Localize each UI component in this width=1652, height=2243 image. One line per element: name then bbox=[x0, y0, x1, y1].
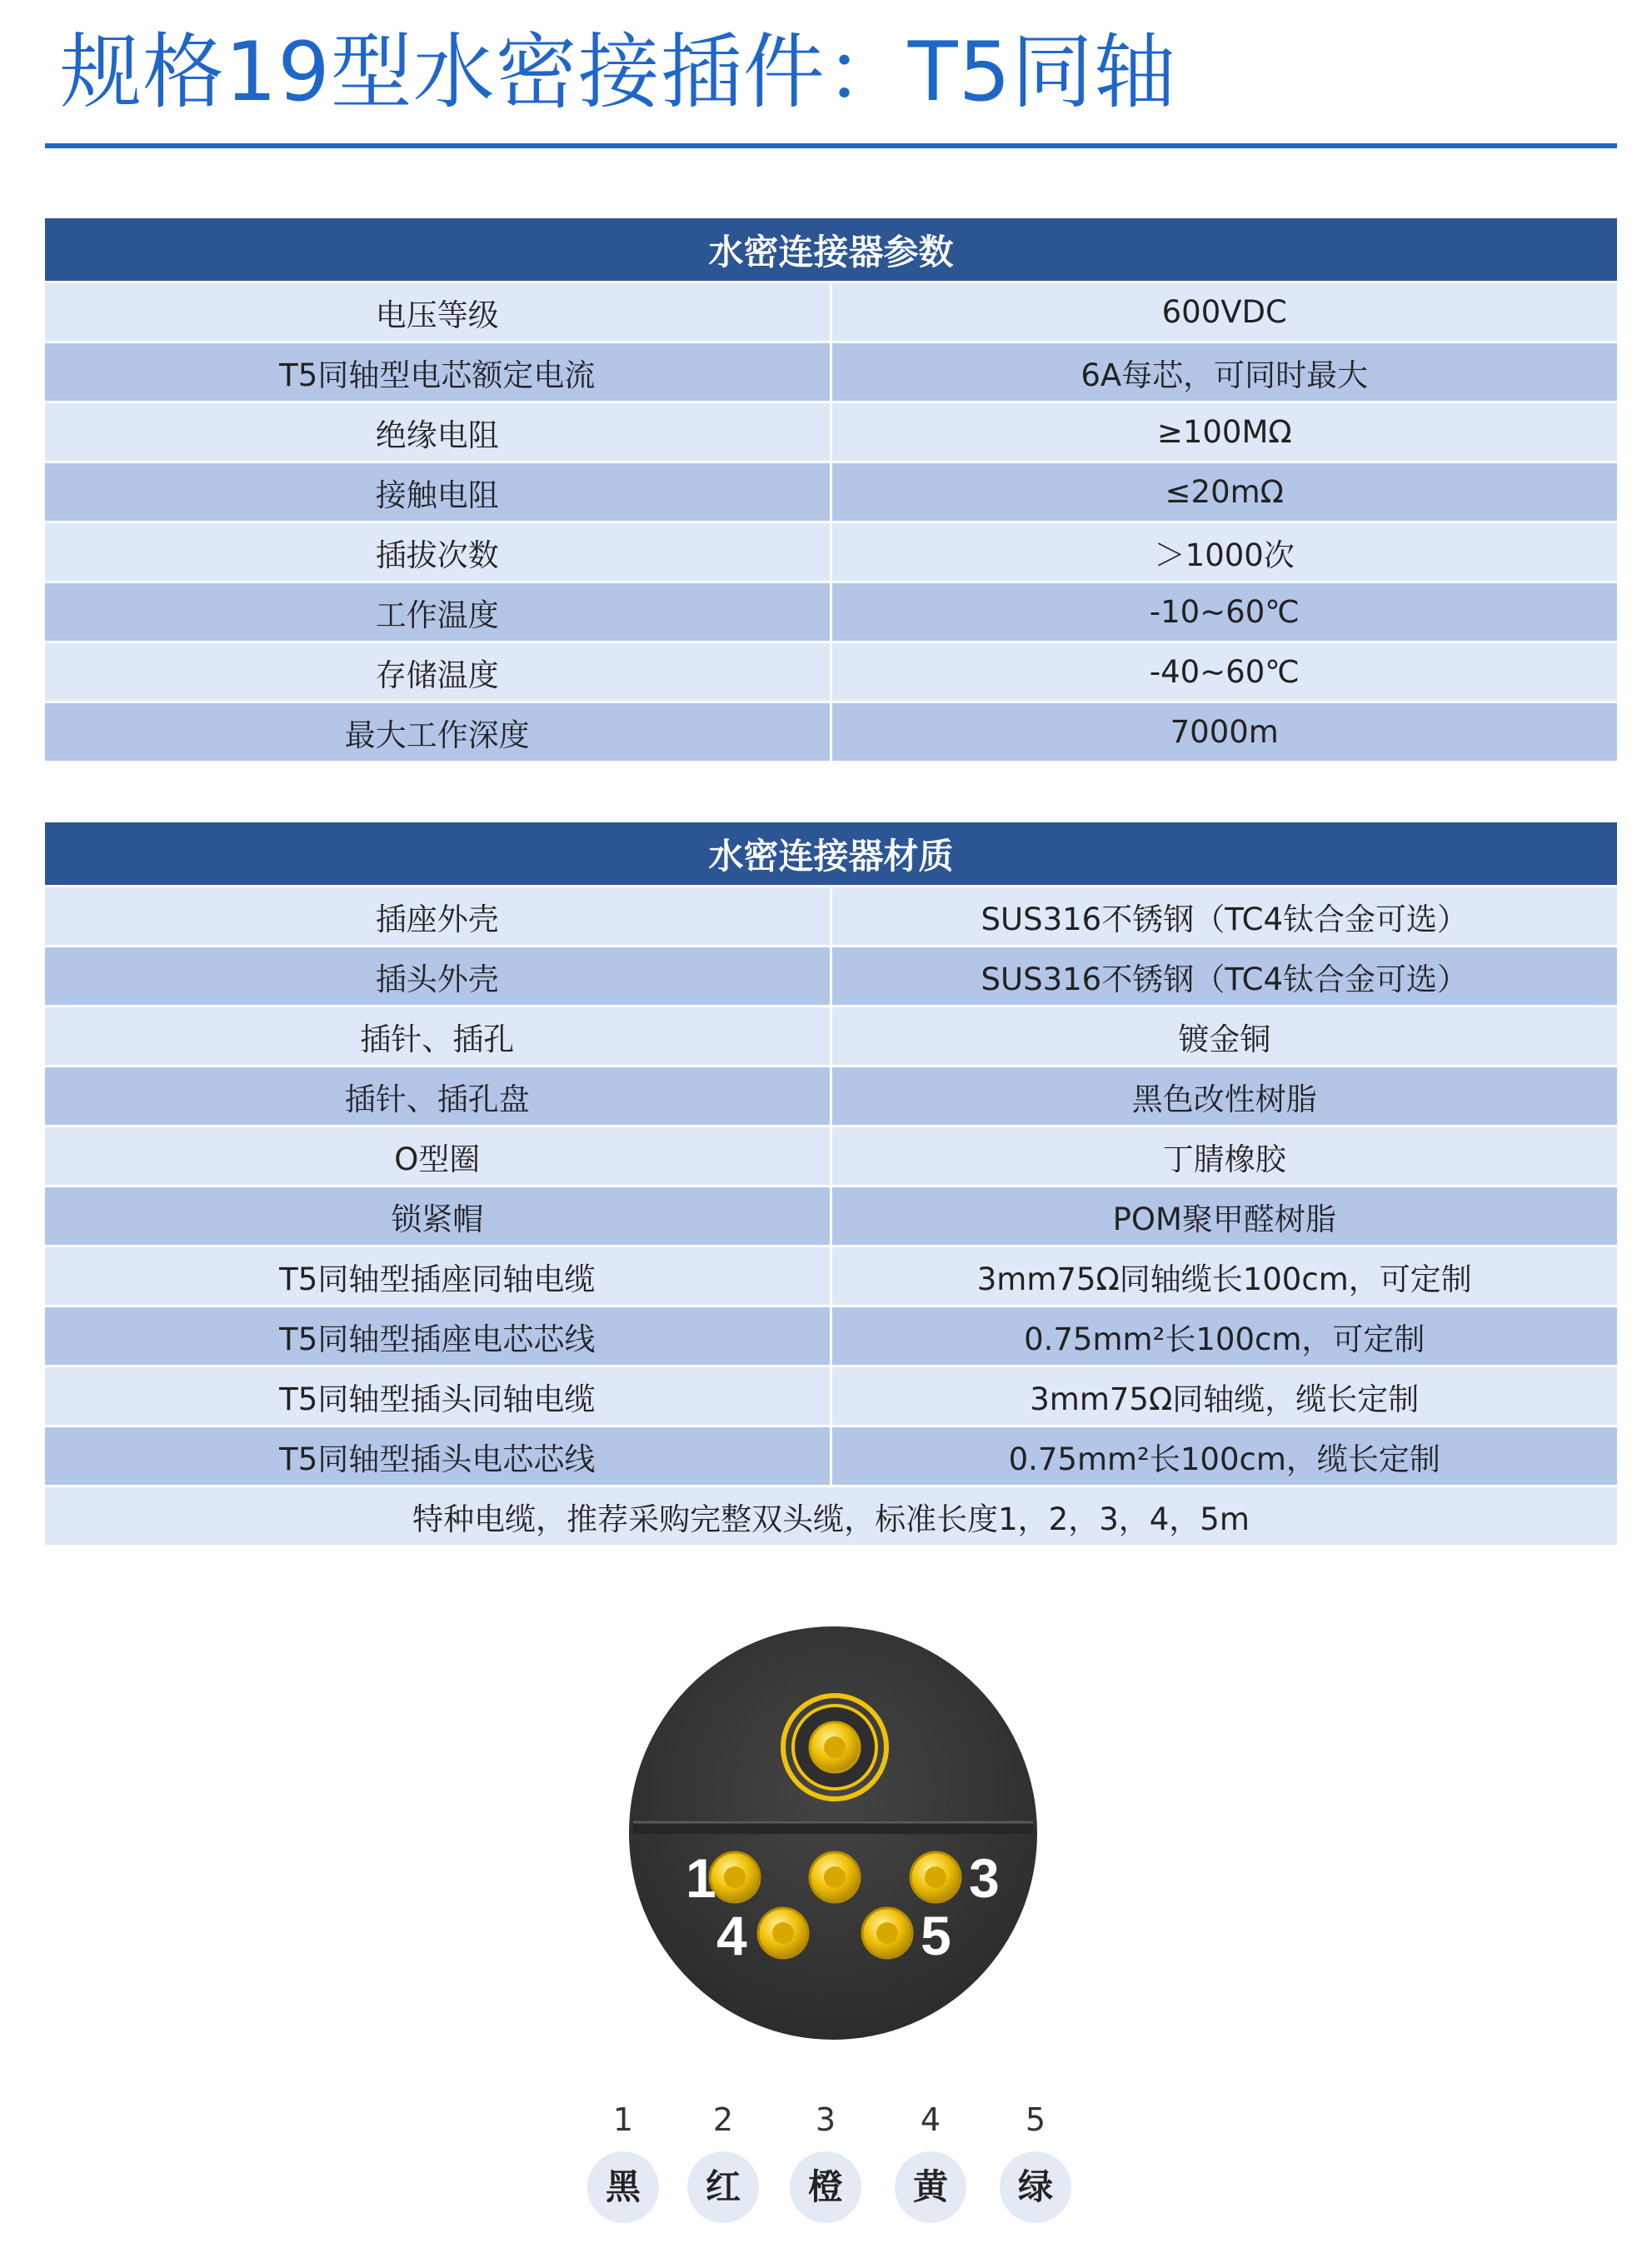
legend-color-badge: 黑 bbox=[587, 2151, 659, 2223]
pin-2 bbox=[810, 1852, 860, 1902]
param-value: ≤20mΩ bbox=[831, 462, 1617, 522]
table-row bbox=[45, 282, 1617, 342]
pin-1 bbox=[710, 1852, 760, 1902]
table-row bbox=[45, 1426, 1617, 1486]
material-value: POM聚甲醛树脂 bbox=[831, 1186, 1617, 1246]
param-value: ≥100MΩ bbox=[831, 402, 1617, 462]
pin-label-4: 4 bbox=[716, 1905, 747, 1966]
legend-color-badge: 红 bbox=[687, 2151, 759, 2223]
table-row bbox=[45, 1126, 1617, 1186]
legend-pin-number: 4 bbox=[920, 2101, 941, 2138]
param-value: ＞1000次 bbox=[831, 522, 1617, 582]
pin-label-3: 3 bbox=[969, 1847, 1000, 1909]
table-row bbox=[45, 1306, 1617, 1366]
connector-pinout-diagram bbox=[600, 1621, 1050, 2054]
table-row bbox=[45, 402, 1617, 462]
param-label: 插拔次数 bbox=[45, 522, 831, 582]
material-value: 3mm75Ω同轴缆，缆长定制 bbox=[831, 1366, 1617, 1426]
material-label: T5同轴型插座电芯芯线 bbox=[45, 1306, 831, 1366]
page-title: 规格19型水密接插件：T5同轴 bbox=[60, 25, 1176, 120]
title-divider bbox=[45, 143, 1617, 148]
material-value: 镀金铜 bbox=[831, 1007, 1617, 1067]
param-label: 最大工作深度 bbox=[45, 702, 831, 762]
material-label: T5同轴型插头同轴电缆 bbox=[45, 1366, 831, 1426]
table-row bbox=[45, 947, 1617, 1007]
material-label: 锁紧帽 bbox=[45, 1186, 831, 1246]
param-label: 电压等级 bbox=[45, 282, 831, 342]
cable-note: 特种电缆，推荐采购完整双头缆，标准长度1，2，3，4，5m bbox=[45, 1486, 1617, 1546]
table-row bbox=[45, 642, 1617, 702]
param-label: T5同轴型电芯额定电流 bbox=[45, 342, 831, 402]
parameters-table bbox=[45, 218, 1617, 761]
table-row bbox=[45, 702, 1617, 762]
param-label: 绝缘电阻 bbox=[45, 402, 831, 462]
param-value: -10~60℃ bbox=[831, 582, 1617, 642]
material-value: 3mm75Ω同轴缆长100cm，可定制 bbox=[831, 1246, 1617, 1306]
param-value: -40~60℃ bbox=[831, 642, 1617, 702]
legend-pin-number: 2 bbox=[712, 2101, 734, 2138]
material-label: 插针、插孔盘 bbox=[45, 1067, 831, 1126]
pin-5 bbox=[862, 1908, 912, 1958]
material-label: 插座外壳 bbox=[45, 887, 831, 947]
material-value: 0.75mm²长100cm，缆长定制 bbox=[831, 1426, 1617, 1486]
table-row bbox=[45, 1186, 1617, 1246]
pin-label-1: 1 bbox=[686, 1847, 716, 1909]
pin-3 bbox=[911, 1852, 961, 1902]
param-label: 工作温度 bbox=[45, 582, 831, 642]
pin-label-5: 5 bbox=[921, 1905, 951, 1966]
material-label: 插针、插孔 bbox=[45, 1007, 831, 1067]
table-row bbox=[45, 1067, 1617, 1126]
legend-pin-number: 5 bbox=[1025, 2101, 1046, 2138]
material-label: T5同轴型插头电芯芯线 bbox=[45, 1426, 831, 1486]
parameters-table-header: 水密连接器参数 bbox=[45, 218, 1617, 282]
table-row bbox=[45, 582, 1617, 642]
legend-pin-number: 3 bbox=[815, 2101, 836, 2138]
param-value: 7000m bbox=[831, 702, 1617, 762]
table-row bbox=[45, 462, 1617, 522]
material-value: 黑色改性树脂 bbox=[831, 1067, 1617, 1126]
table-row bbox=[45, 1486, 1617, 1546]
material-label: O型圈 bbox=[45, 1126, 831, 1186]
table-row bbox=[45, 1366, 1617, 1426]
param-label: 接触电阻 bbox=[45, 462, 831, 522]
legend-color-badge: 黄 bbox=[895, 2151, 966, 2223]
materials-table-header: 水密连接器材质 bbox=[45, 822, 1617, 887]
param-value: 600VDC bbox=[831, 282, 1617, 342]
table-row bbox=[45, 342, 1617, 402]
material-value: SUS316不锈钢（TC4钛合金可选） bbox=[831, 947, 1617, 1007]
table-row bbox=[45, 887, 1617, 947]
table-row bbox=[45, 1007, 1617, 1067]
material-label: T5同轴型插座同轴电缆 bbox=[45, 1246, 831, 1306]
coaxial-contact bbox=[783, 1696, 886, 1799]
param-value: 6A每芯，可同时最大 bbox=[831, 342, 1617, 402]
legend-color-badge: 橙 bbox=[790, 2151, 861, 2223]
table-row bbox=[45, 522, 1617, 582]
param-label: 存储温度 bbox=[45, 642, 831, 702]
pin-4 bbox=[758, 1908, 808, 1958]
material-label: 插头外壳 bbox=[45, 947, 831, 1007]
materials-table bbox=[45, 822, 1617, 1545]
material-value: SUS316不锈钢（TC4钛合金可选） bbox=[831, 887, 1617, 947]
legend-pin-number: 1 bbox=[612, 2101, 634, 2138]
table-row bbox=[45, 1246, 1617, 1306]
material-value: 丁腈橡胶 bbox=[831, 1126, 1617, 1186]
legend-color-badge: 绿 bbox=[1000, 2151, 1071, 2223]
material-value: 0.75mm²长100cm，可定制 bbox=[831, 1306, 1617, 1366]
